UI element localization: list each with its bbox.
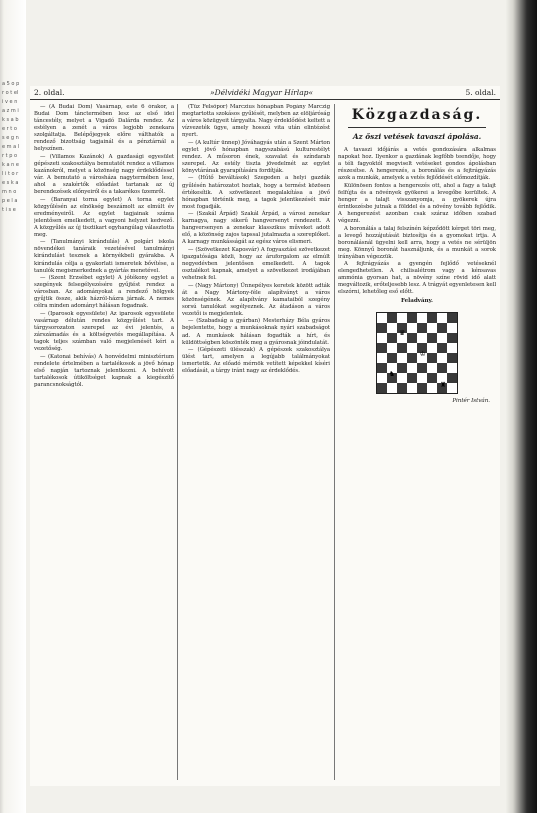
chess-square [407, 343, 417, 353]
chess-square [427, 363, 437, 373]
rook-icon: ♜ [440, 380, 447, 389]
news-item: — (Szabadság a gyárban) Mesterházy Béla gyáros bejelentette, hogy a munkásoknak nyári szabadságot ad. A munkások hálásan fogadták a hírt, és küldöttségben köszönték meg a gyárosnak jóindulatát. [182, 318, 330, 346]
chess-square [377, 383, 387, 393]
chess-square [407, 383, 417, 393]
chess-square [427, 353, 437, 363]
chess-square [387, 313, 397, 323]
chess-square [417, 333, 427, 343]
chess-square [407, 373, 417, 383]
chess-square [427, 383, 437, 393]
king-icon: ♔ [419, 349, 426, 358]
news-item: — (Hűtő beváltások) Szegeden a helyi gazdák gyűlésén határozatot hoztak, hogy a termést közösen értékesítik. A szövetkezet megalakítása a jövő hónapban történik meg, a tagok jelentkezését már most fogadják. [182, 175, 330, 210]
chess-square [437, 343, 447, 353]
section-title: Közgazdaság. [351, 107, 483, 123]
chess-square [447, 343, 457, 353]
news-column-2 [182, 104, 330, 782]
scan-margin-left [0, 0, 26, 813]
chess-square [437, 363, 447, 373]
news-item: (Tűz Felsőpor) Marczius hónapban Pogány Marczig megtartotta szokásos gyűlését, melyben az elöljáróság a város közügyeit tárgyalta. Nagy érdeklődést keltett a vízvezeték ügye, amely hosszú vita után elintézést nyert. [182, 104, 330, 139]
chess-square [397, 313, 407, 323]
news-item: — (Szent Erzsébet egylet) A jótékony egylet a szegények felsegélyezésére gyűjtést rendez a városban. Az adományokat a rendező hölgyek gyűjtik össze, akik házról-házra járnak. A nemes célra minden adományt hálásan fogadnak. [34, 275, 174, 310]
chess-diagram [338, 312, 496, 394]
news-item: — (Iparosok egyesülete) Az iparosok egyesülete vasárnap délután rendes közgyűlést tart. A tárgysorozaton szerepel az évi jelentés, a zárszámadás és a költségvetés megállapítása. A tagok teljes számban való megjelenését kéri a vezetőség. [34, 310, 174, 353]
news-item: — (Szakál Árpád) Szakál Árpád, a városi zenekar karnagya, nagy sikerű hangversenyt rendezett. A hangversenyen a zenekar klasszikus műveket adott elő, a közönség zajos tapssal jutalmazta a szereplőket. A karnagy munkásságát az egész város elismeri. [182, 211, 330, 246]
chess-square [447, 383, 457, 393]
chess-square [397, 383, 407, 393]
news-item: — (A kultúr ünnep) Jóváhagyás után a Szent Márton egylet jövő hónapban nagyszabású kulturestélyt rendez. A műsoron ének, szavalat és színdarab szerepel. Az estély tiszta jövedelmét az egylet könyvtárának gyarapítására fordítják. [182, 139, 330, 174]
chess-square [437, 313, 447, 323]
chess-square [407, 313, 417, 323]
chess-square [447, 313, 457, 323]
chess-square [427, 343, 437, 353]
chess-square [447, 373, 457, 383]
chess-square [387, 353, 397, 363]
article-paragraph: A tavaszi időjárás a vetés gondozására alkalmas napokat hoz. Ilyenkor a gazdának legfőbb teendője, hogy a téli fagyoktól megviselt vetéseket gondos ápolásban részesítse. A hengerezés, a boronálás és a fejtrágyázás azok a munkák, amelyek a vetés fejlődését előmozdítják. [338, 147, 496, 182]
chess-square [397, 363, 407, 373]
adjacent-page-text: a 5 o p r o t el i v e n a z m i k s a b e r t o s e g n e m a l r t p o k a n e l i t o r e s k a m n o p e l a t i s e [2, 81, 20, 213]
page-number-left: 2. oldal. [34, 88, 65, 97]
chess-square [407, 353, 417, 363]
economy-column [338, 104, 496, 782]
chess-square [387, 323, 397, 333]
chess-square [437, 353, 447, 363]
news-item: — (Katonai behívás) A honvédelmi minisztérium rendelete értelmében a tartalékosok a jövő hónap első napján tartoznak jelentkezni. A behívott tartalékosok útiköltséget kapnak a kiegészítő parancsnokságtól. [34, 353, 174, 388]
chess-square [377, 333, 387, 343]
news-item: — (Szövetkezet Kaposvár) A fogyasztási szövetkezet igazgatósága közli, hogy az áruforgalom az elmúlt negyedévben jelentősen emelkedett. A tagok osztalékot kapnak, amelyet a szövetkezet irodájában vehetnek fel. [182, 246, 330, 282]
chess-square [437, 323, 447, 333]
section-rule [348, 127, 486, 128]
chess-square [397, 343, 407, 353]
chess-square [377, 313, 387, 323]
chess-square [377, 373, 387, 383]
news-item: — (Gépészeti ülésszak) A gépészek szakosztálya ülést tart, amelyen a legújabb találmányokat ismertetik. Az előadó mérnök vetített képekkel kíséri előadását, a tárgy iránt nagy az érdeklődés. [182, 347, 330, 375]
article-paragraph: Különösen fontos a hengerezés ott, ahol a fagy a talajt felfújta és a növények gyökerei a levegőbe kerültek. A henger a talajt visszanyomja, a gyökerek újra érintkezésbe jutnak a földdel és a növény tovább fejlődik. A hengerezést azonban csak száraz időben szabad végezni. [338, 182, 496, 224]
chess-square [437, 333, 447, 343]
news-item: — (Tanulmányi kirándulás) A polgári iskola növendékei tanáraik vezetésével tanulmányi kirándulást tesznek a környékbeli gyárakba. A kirándulás célja a gyakorlati ismeretek bővítése, a tanulók megismerkednek a gyártás menetével. [34, 239, 174, 274]
knight-icon: ♞ [388, 370, 395, 379]
chess-square [447, 333, 457, 343]
chess-square [407, 333, 417, 343]
page-header [30, 86, 500, 100]
chess-square [447, 323, 457, 333]
chess-square [387, 343, 397, 353]
chess-square [417, 313, 427, 323]
article-body [338, 147, 496, 296]
scan-margin-right [505, 0, 537, 813]
chess-square [447, 363, 457, 373]
chess-square [407, 363, 417, 373]
article-paragraph: A boronálás a talaj felszínén képződött kérget töri meg, a levegő hozzájutását biztosítja és a gyomokat irtja. A boronálásnál ügyelni kell arra, hogy a vetés ne sérüljön meg. Könnyű boronát használjunk, és a munkát a sorok irányában végezzük. [338, 225, 496, 260]
chess-square [407, 323, 417, 333]
chess-square [377, 343, 387, 353]
chess-square [387, 333, 397, 343]
column-divider [177, 104, 178, 780]
chess-square [417, 383, 427, 393]
chess-square [377, 353, 387, 363]
chess-square [417, 363, 427, 373]
article-title: Az őszi vetések tavaszi ápolása. [352, 132, 482, 141]
chess-problem-label: Feladvány. [401, 298, 433, 305]
chess-square [397, 353, 407, 363]
chess-square [427, 313, 437, 323]
chess-square [427, 323, 437, 333]
queen-icon: ♛ [399, 329, 406, 338]
newspaper-page [30, 86, 500, 786]
chess-square [427, 373, 437, 383]
page-number-right: 5. oldal. [465, 88, 496, 97]
newspaper-title: »Délvidéki Magyar Hírlap« [210, 88, 314, 97]
chess-square [377, 323, 387, 333]
column-divider [334, 104, 335, 780]
chess-square [447, 353, 457, 363]
article-paragraph: A fejtrágyázás a gyengén fejlődő vetéseknél elengedhetetlen. A chilisalétrom vagy a kénsavas ammónia gyorsan hat, a növény színe rövid idő alatt megváltozik, erőteljesebb lesz. A trágyát egyenletesen kell elszórni, lehetőleg eső előtt. [338, 261, 496, 296]
chess-square [377, 363, 387, 373]
chess-square [387, 383, 397, 393]
article-signature: Pintér István. [452, 397, 490, 404]
news-item: — (A Budai Dom) Vasárnap, este 6 órakor, a Budai Dom tánctermében lesz az első idei táncestély, melyet a Vigadó Dalárda rendez. Az estélyen a zenét a város legjobb zenekara szolgáltatja. Belépőjegyek előre válthatók a rendező bizottság tagjainál és a pénztárnál a helyszínen. [34, 104, 174, 153]
chess-square [397, 373, 407, 383]
chess-square [417, 373, 427, 383]
chess-square [427, 333, 437, 343]
news-item: — (Villamos Kazánok) A gazdasági egyesület gépészeti szakosztálya bemutatót rendez a villamos kazánokról, melyet a közönség nagy érdeklődéssel vár. A bemutató a városháza nagytermében lesz, ahol a szakértők előadást tartanak az új berendezések előnyeiről és a takarékos üzemről. [34, 153, 174, 196]
news-item: — (Baranyai torna egylet) A torna egylet közgyűlésén az elnökség beszámolt az elmúlt év eredményeiről. Az egylet tagjainak száma jelentősen emelkedett, a vagyoni helyzet kedvező. A közgyűlés az új tisztikart egyhangúlag választotta meg. [34, 196, 174, 238]
news-column-1 [34, 104, 174, 782]
news-item: — (Nagy Mártony) Ünnepélyes keretek között adták át a Nagy Mártony-féle alapítványt a város közönségének. Az alapítvány kamataiból szegény sorsú tanulókat segélyeznek. Az átadáson a város vezetői is megjelentek. [182, 282, 330, 317]
chess-square [417, 323, 427, 333]
